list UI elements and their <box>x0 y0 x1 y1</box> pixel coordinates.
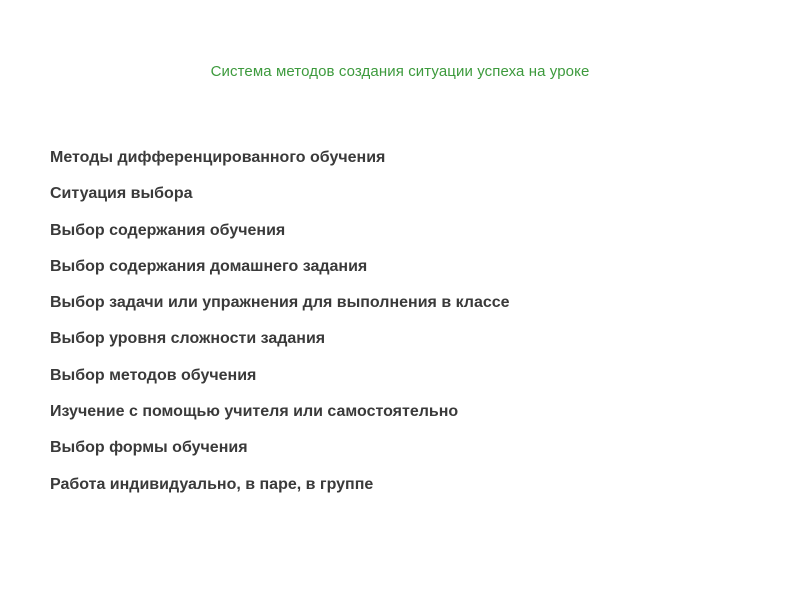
list-item: Работа индивидуально, в паре, в группе <box>50 475 374 493</box>
list-item: Методы дифференцированного обучения <box>50 149 386 166</box>
list-item: Выбор уровня сложности задания <box>50 330 326 348</box>
method-list <box>50 148 770 511</box>
list-item: Ситуация выбора <box>50 185 193 203</box>
list-item: Выбор формы обучения <box>50 439 248 457</box>
list-item: Выбор методов обучения <box>50 366 257 384</box>
list-item: Изучение с помощью учителя или самостоятельно <box>50 403 459 421</box>
slide-title: Система методов создания ситуации успеха на уроке <box>210 63 590 80</box>
list-item: Выбор задачи или упражнения для выполнения в классе <box>50 294 510 312</box>
list-item: Выбор содержания обучения <box>50 221 286 239</box>
list-item: Выбор содержания домашнего задания <box>50 257 368 275</box>
